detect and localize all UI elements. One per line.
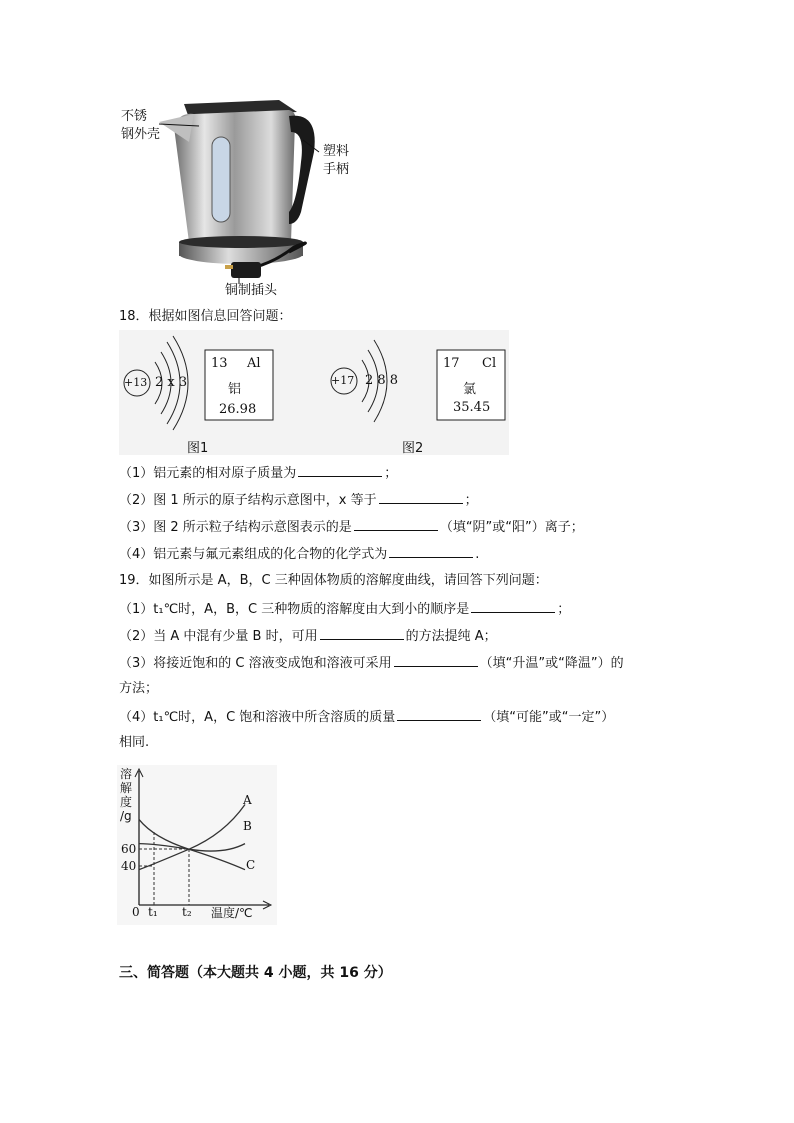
- q19-item-4-text: （4）t₁℃时，A，C 饱和溶液中所含溶质的质量: [119, 710, 396, 725]
- kettle-shell-label-line2: 钢外壳: [121, 127, 161, 142]
- q19-item-3-tail: （填“升温”或“降温”）的: [479, 656, 624, 671]
- fig2-name: 氯: [463, 382, 477, 397]
- answer-blank[interactable]: [298, 464, 382, 477]
- q19-item-2-tail: 的方法提纯 A；: [405, 629, 497, 644]
- q19-title: 19．如图所示是 A，B，C 三种固体物质的溶解度曲线，请回答下列问题：: [119, 573, 548, 588]
- kettle-handle-label: [323, 143, 349, 179]
- chart-xlabel: 温度/℃: [211, 906, 253, 920]
- q18-item-1-tail: ；: [384, 466, 398, 481]
- q18-item-4: [119, 545, 479, 563]
- atom-structure-diagram: [119, 330, 509, 455]
- fig1-caption: 图1: [187, 441, 209, 456]
- ylabel-char-3: 度: [120, 795, 133, 809]
- q18-item-3-text: （3）图 2 所示粒子结构示意图表示的是: [119, 520, 352, 535]
- curve-label-c: C: [246, 858, 256, 872]
- q19-item-1-tail: ；: [557, 602, 571, 617]
- q18-item-2-tail: ；: [464, 493, 478, 508]
- q18-item-1-text: （1）铝元素的相对原子质量为: [119, 466, 297, 481]
- q19-item-3-text: （3）将接近饱和的 C 溶液变成饱和溶液可采用: [119, 656, 392, 671]
- fig1-name: 铝: [228, 382, 242, 397]
- fig1-mass: 26.98: [219, 402, 257, 417]
- y-tick-40: 40: [121, 859, 137, 873]
- answer-blank[interactable]: [397, 708, 481, 721]
- answer-blank[interactable]: [354, 518, 438, 531]
- q19-item-3-cont: 方法；: [119, 681, 159, 696]
- q19-item-2-text: （2）当 A 中混有少量 B 时，可用: [119, 629, 318, 644]
- origin-label: 0: [132, 905, 140, 919]
- fig2-mass: 35.45: [453, 400, 491, 415]
- kettle-shell-label: [121, 108, 160, 144]
- q19-item-1: [119, 600, 570, 618]
- ylabel-char-2: 解: [120, 781, 133, 795]
- q18-item-1: [119, 464, 397, 482]
- answer-blank[interactable]: [471, 600, 555, 613]
- curve-label-b: B: [243, 819, 252, 833]
- q19-item-4: [119, 708, 614, 726]
- ylabel-char-1: 溶: [120, 767, 133, 781]
- q19-item-1-text: （1）t₁℃时，A，B，C 三种物质的溶解度由大到小的顺序是: [119, 602, 470, 617]
- q18-item-2: [119, 491, 478, 509]
- kettle-handle-label-line2: 手柄: [323, 162, 350, 177]
- answer-blank[interactable]: [389, 545, 473, 558]
- fig2-symbol: Cl: [482, 356, 497, 371]
- fig2-number: 17: [443, 356, 460, 371]
- answer-blank[interactable]: [320, 627, 404, 640]
- q19-item-3: [119, 654, 624, 672]
- x-tick-t2: t₂: [182, 905, 192, 919]
- fig1-symbol: Al: [247, 356, 261, 371]
- fig1-shells: 2 x 3: [155, 375, 188, 390]
- q18-item-3: [119, 518, 584, 536]
- q18-item-4-text: （4）铝元素与氟元素组成的化合物的化学式为: [119, 547, 388, 562]
- q18-item-3-tail: （填“阴”或“阳”）离子；: [439, 520, 584, 535]
- q18-figure: [119, 330, 509, 455]
- kettle-plug-label: 铜制插头: [225, 283, 278, 298]
- chart-ylabel: [120, 767, 132, 823]
- answer-blank[interactable]: [394, 654, 478, 667]
- curve-label-a: A: [243, 793, 252, 807]
- q18-item-2-text: （2）图 1 所示的原子结构示意图中，x 等于: [119, 493, 377, 508]
- fig1-nucleus: +13: [124, 376, 148, 389]
- q19-item-4-tail: （填“可能”或“一定”）: [483, 710, 615, 725]
- answer-blank[interactable]: [379, 491, 463, 504]
- kettle-shell-label-line1: 不锈: [121, 109, 148, 124]
- y-tick-60: 60: [121, 842, 137, 856]
- solubility-chart: [117, 765, 277, 925]
- fig1-number: 13: [211, 356, 228, 371]
- q18-item-4-tail: .: [475, 547, 480, 562]
- solubility-chart-svg: [117, 765, 277, 925]
- x-tick-t1: t₁: [148, 905, 158, 919]
- q19-item-4-cont: 相同.: [119, 735, 150, 750]
- kettle-handle-label-line1: 塑料: [323, 144, 350, 159]
- fig2-shells: 2 8 8: [365, 373, 399, 388]
- fig2-nucleus: +17: [331, 374, 355, 387]
- q19-item-2: [119, 627, 497, 645]
- q18-title: 18．根据如图信息回答问题：: [119, 309, 292, 324]
- section-heading: 三、简答题（本大题共 4 小题，共 16 分）: [119, 965, 392, 981]
- fig2-caption: 图2: [402, 441, 424, 456]
- ylabel-char-4: /g: [120, 809, 132, 823]
